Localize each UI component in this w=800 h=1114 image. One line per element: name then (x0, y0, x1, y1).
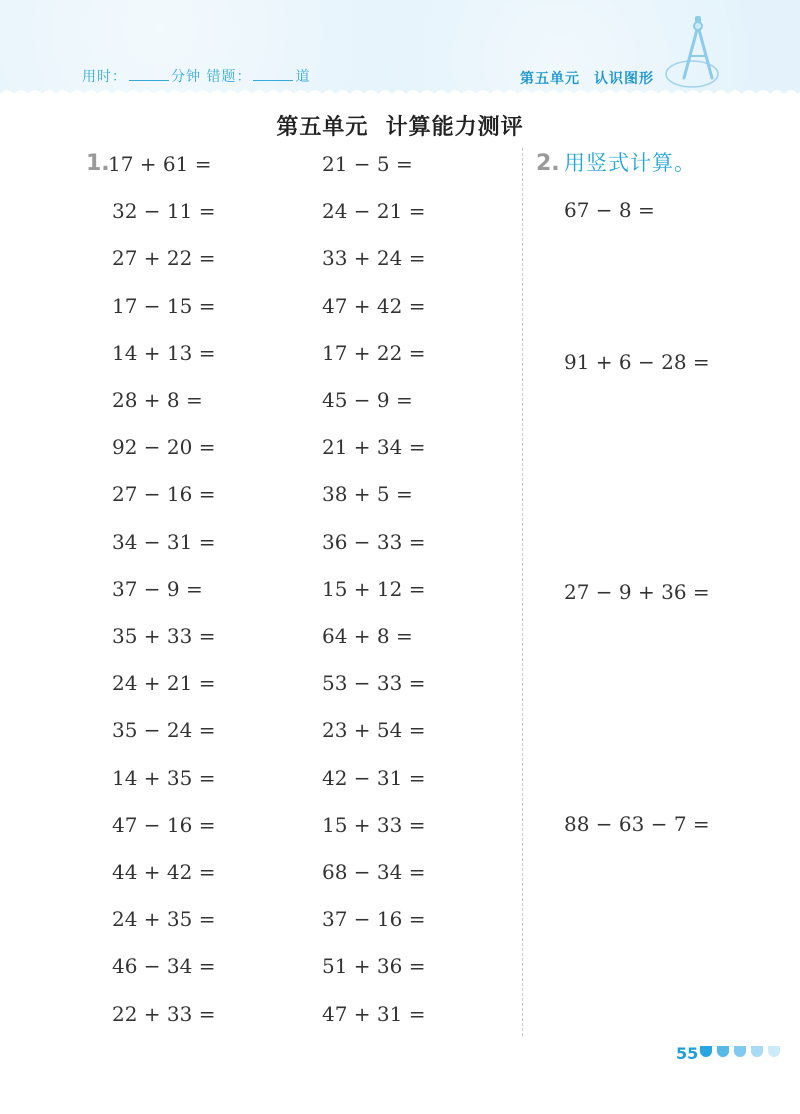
drop-icon (734, 1046, 746, 1057)
unit-label: 第五单元 (520, 71, 580, 87)
problem-item: 21 + 34 = (322, 435, 426, 460)
problem-item: 45 − 9 = (322, 388, 413, 412)
vertical-problem-3: 27 − 9 + 36 = (564, 580, 710, 604)
time-blank[interactable] (129, 68, 169, 81)
problem-item: 14 + 35 = (112, 765, 216, 790)
errors-blank[interactable] (253, 68, 293, 81)
errors-label: 错题： (206, 69, 252, 85)
header-wave-edge (0, 86, 800, 102)
problem-item: 46 − 34 = (112, 954, 216, 979)
section2-title: 用竖式计算。 (564, 151, 696, 175)
problem-item: 27 − 16 = (112, 482, 216, 507)
problem-item: 37 − 16 = (322, 907, 426, 932)
page-title: 第五单元 计算能力测评 (276, 115, 524, 140)
problem-item: 21 − 5 = (322, 152, 413, 176)
unit-heading (520, 68, 654, 88)
drop-icon (700, 1046, 712, 1057)
problem-item: 64 + 8 = (322, 624, 413, 648)
problem-item: 51 + 36 = (322, 954, 426, 979)
page-number: 55 (676, 1044, 699, 1063)
column-divider (522, 148, 523, 1036)
problem-item: 37 − 9 = (112, 576, 203, 601)
problem-item: 68 − 34 = (322, 860, 426, 884)
problem-item: 15 + 12 = (322, 576, 426, 601)
problem-item: 15 + 33 = (322, 812, 426, 837)
time-label: 用时： (82, 69, 127, 85)
page-decoration-drops (700, 1046, 785, 1065)
errors-unit: 道 (295, 69, 311, 85)
problem-item: 33 + 24 = (322, 246, 426, 271)
problem-item: 44 + 42 = (112, 860, 216, 884)
problem-item: 47 − 16 = (112, 812, 216, 837)
problem-item: 14 + 13 = (112, 340, 216, 365)
problem-item: 47 + 31 = (322, 1001, 426, 1026)
problem-item: 24 + 35 = (112, 907, 216, 932)
section1-number: 1. (86, 151, 110, 176)
problem-item: 17 + 61 = (108, 152, 212, 176)
vertical-problem-2: 91 + 6 − 28 = (564, 350, 710, 374)
problem-item: 53 − 33 = (322, 671, 426, 696)
problem-item: 17 + 22 = (322, 340, 426, 365)
problem-item: 22 + 33 = (112, 1001, 216, 1026)
time-unit: 分钟 (171, 69, 201, 85)
drop-icon (751, 1046, 763, 1057)
problem-item: 27 + 22 = (112, 246, 216, 271)
drop-icon (717, 1046, 729, 1057)
problem-item: 23 + 54 = (322, 718, 426, 743)
vertical-problem-4: 88 − 63 − 7 = (564, 812, 710, 836)
problem-item: 38 + 5 = (322, 482, 413, 507)
problem-item: 28 + 8 = (112, 388, 203, 412)
problem-item: 47 + 42 = (322, 293, 426, 318)
problem-item: 24 + 21 = (112, 671, 216, 696)
problem-item: 32 − 11 = (112, 199, 216, 224)
problem-item: 35 − 24 = (112, 718, 216, 743)
vertical-problem-1: 67 − 8 = (564, 198, 655, 222)
problem-item: 36 − 33 = (322, 529, 426, 554)
problem-item: 17 − 15 = (112, 293, 216, 318)
problem-item: 35 + 33 = (112, 624, 216, 648)
header-band (0, 0, 800, 100)
time-errors-line (82, 66, 310, 86)
problem-item: 24 − 21 = (322, 199, 426, 224)
unit-topic: 认识图形 (594, 71, 654, 87)
section2-number: 2. (536, 151, 560, 176)
problem-item: 42 − 31 = (322, 765, 426, 790)
drop-icon (768, 1046, 780, 1057)
problem-item: 34 − 31 = (112, 529, 216, 554)
problem-item: 92 − 20 = (112, 435, 216, 460)
